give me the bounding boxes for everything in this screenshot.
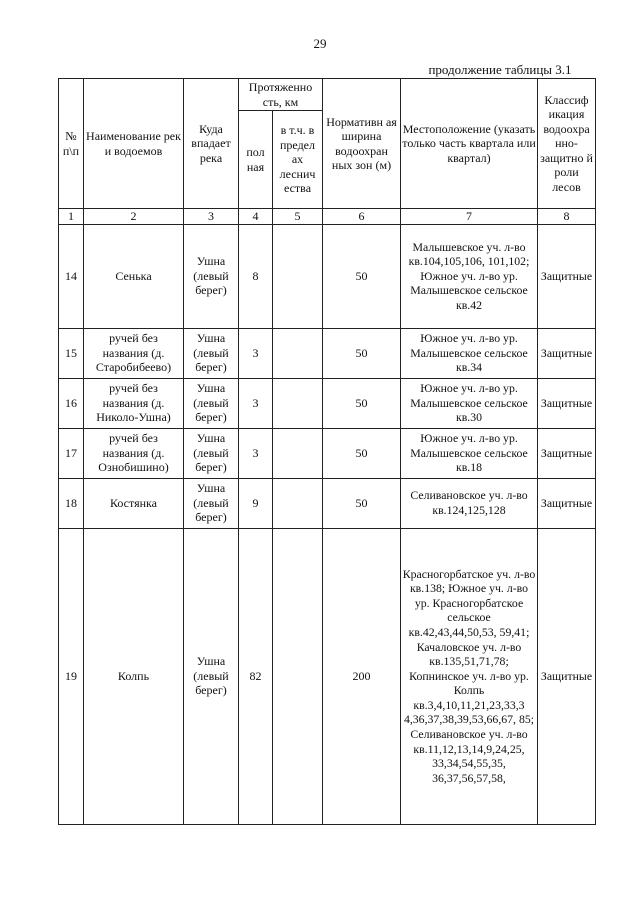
row-length-forest [273,328,323,378]
row-num: 15 [59,328,84,378]
water-bodies-table [58,78,596,825]
row-name: ручей без названия (д. Ознобишино) [84,428,184,478]
row-width: 50 [323,478,401,528]
row-classification: Защитные [538,224,596,328]
row-length-total: 3 [239,328,273,378]
row-length-total: 9 [239,478,273,528]
page-number: 29 [313,36,327,51]
header-length-group: Протяженно сть, км [239,79,323,111]
row-flows-into: Ушна (левый берег) [184,478,239,528]
row-classification: Защитные [538,378,596,428]
row-classification: Защитные [538,428,596,478]
column-number-3: 3 [184,209,239,225]
row-length-forest [273,378,323,428]
table-row [59,428,596,478]
table-continuation-caption: продолжение таблицы 3.1 [428,62,572,77]
row-length-forest [273,528,323,824]
column-number-2: 2 [84,209,184,225]
row-location: Селивановское уч. л-во кв.124,125,128 [401,478,538,528]
header-location: Местоположение (указать только часть квартала или квартал) [401,79,538,209]
table-row [59,378,596,428]
row-name: ручей без названия (д. Старобибеево) [84,328,184,378]
row-name: Сенька [84,224,184,328]
table-row [59,328,596,378]
row-location: Южное уч. л-во ур. Малышевское сельское кв.34 [401,328,538,378]
row-flows-into: Ушна (левый берег) [184,528,239,824]
row-length-total: 82 [239,528,273,824]
row-location: Южное уч. л-во ур. Малышевское сельское кв.18 [401,428,538,478]
column-number-8: 8 [538,209,596,225]
header-classification: Классиф икация водоохра нно-защитно й роли лесов [538,79,596,209]
row-length-forest [273,478,323,528]
row-width: 200 [323,528,401,824]
row-name: Костянка [84,478,184,528]
row-flows-into: Ушна (левый берег) [184,328,239,378]
row-classification: Защитные [538,478,596,528]
row-num: 14 [59,224,84,328]
table-row [59,478,596,528]
row-length-forest [273,224,323,328]
row-num: 16 [59,378,84,428]
row-length-total: 3 [239,378,273,428]
row-classification: Защитные [538,328,596,378]
row-classification: Защитные [538,528,596,824]
header-flows-into: Куда впадает река [184,79,239,209]
column-number-6: 6 [323,209,401,225]
row-location: Малышевское уч. л-во кв.104,105,106, 101,102; Южное уч. л-во ур. Малышевское сельское кв.42 [401,224,538,328]
header-num: № п\п [59,79,84,209]
column-number-1: 1 [59,209,84,225]
row-location: Красногорбатское уч. л-во кв.138; Южное уч. л-во ур. Красногорбатское сельское кв.42,43,44,50,53, 59,41; Качаловское уч. л-во кв.135,51,71,78; Копнинское уч. л-во ур. Колпь кв.3,4,10,11,21,23,33,3 4,36,37,38,39,53,66,67, 85; Селивановское уч. л-во кв.11,12,13,14,9,24,25, 33,34,54,55,35, 36,37,56,57,58, [401,528,538,824]
row-name: Колпь [84,528,184,824]
header-length-forest: в т.ч. в предел ах леснич ества [273,111,323,209]
row-name: ручей без названия (д. Николо-Ушна) [84,378,184,428]
row-width: 50 [323,428,401,478]
header-width: Нормативн ая ширина водоохран ных зон (м) [323,79,401,209]
row-width: 50 [323,224,401,328]
row-flows-into: Ушна (левый берег) [184,428,239,478]
row-flows-into: Ушна (левый берег) [184,378,239,428]
row-width: 50 [323,378,401,428]
row-length-total: 3 [239,428,273,478]
table-row [59,528,596,824]
row-num: 18 [59,478,84,528]
column-number-7: 7 [401,209,538,225]
row-location: Южное уч. л-во ур. Малышевское сельское кв.30 [401,378,538,428]
row-flows-into: Ушна (левый берег) [184,224,239,328]
row-length-forest [273,428,323,478]
row-num: 17 [59,428,84,478]
table-row [59,224,596,328]
row-width: 50 [323,328,401,378]
header-length-total: пол ная [239,111,273,209]
column-number-4: 4 [239,209,273,225]
row-length-total: 8 [239,224,273,328]
column-number-5: 5 [273,209,323,225]
header-name: Наименование рек и водоемов [84,79,184,209]
row-num: 19 [59,528,84,824]
